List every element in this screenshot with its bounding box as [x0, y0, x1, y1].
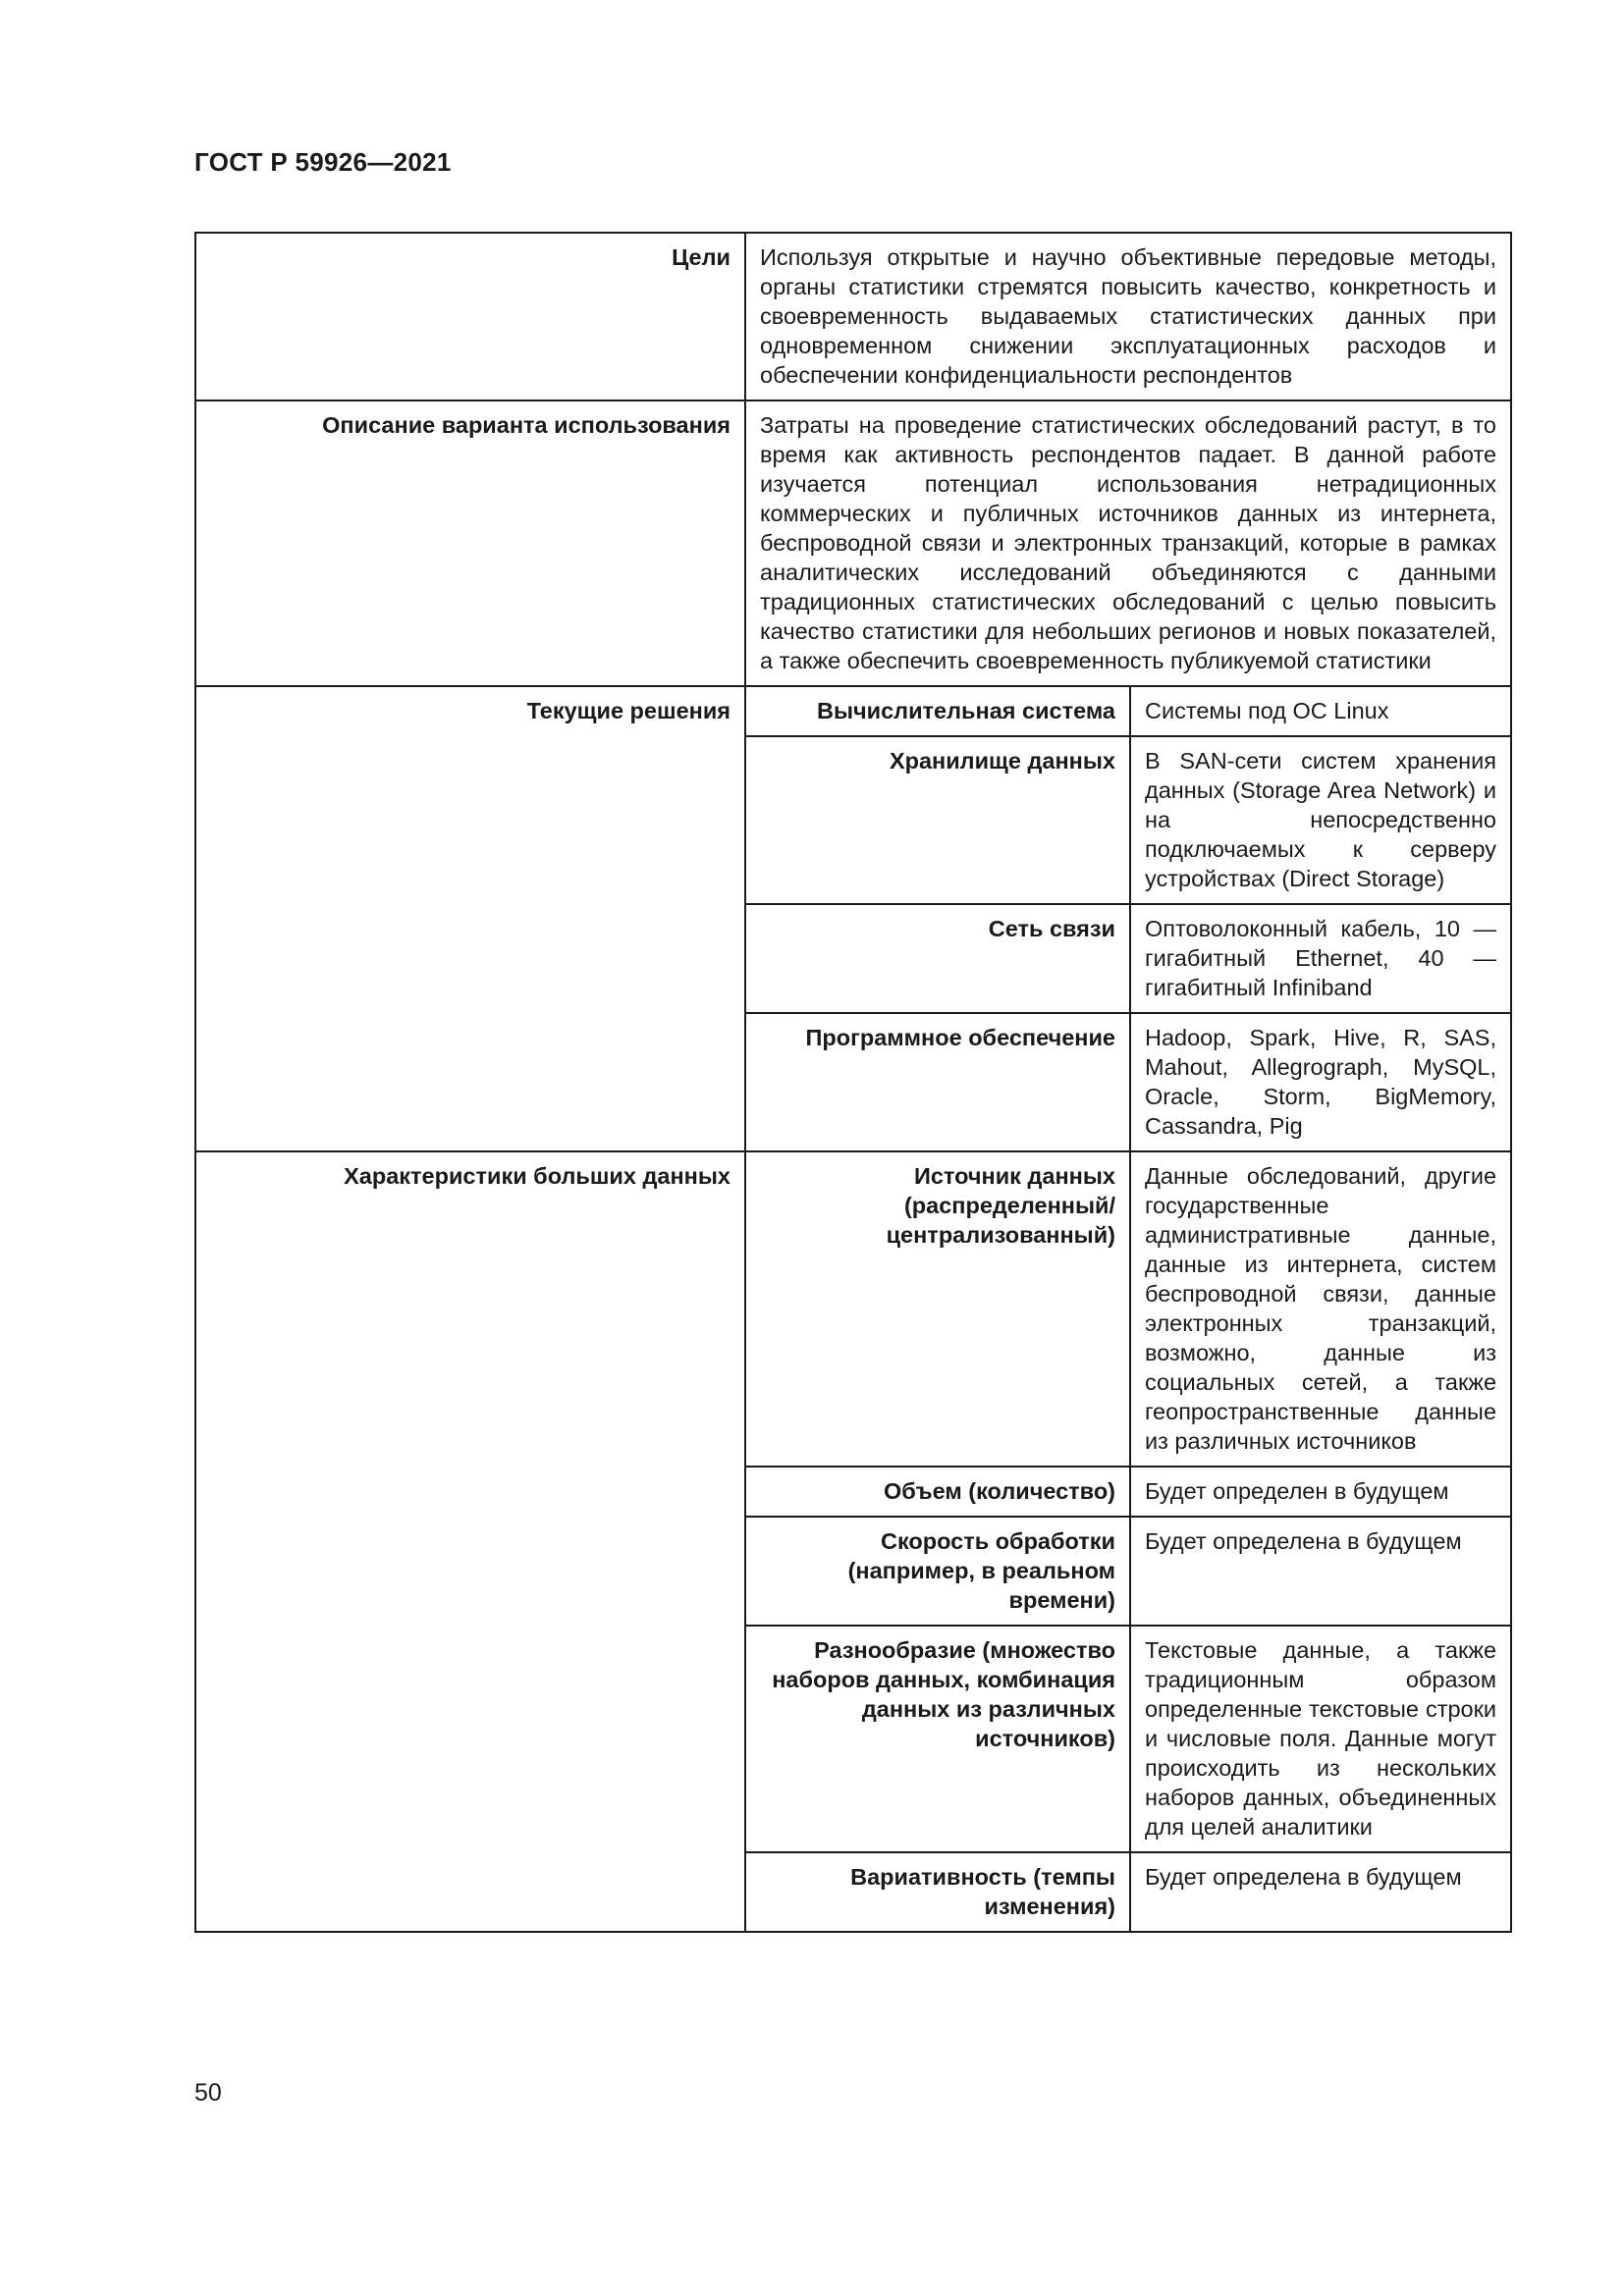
goals-text: Используя открытые и научно объективные передовые методы, органы статистики стремятся повысить качество, конкретность и своевременность выдаваемых статистических данных при одновременном снижении эксплуатационных расходов и обеспечении конфиденциальности респондентов [745, 233, 1511, 400]
bigdata-row-value: Данные обследований, другие государственные административные данные, данные из интернета, систем беспроводной связи, данные электронных транзакций, возможно, данные из социальных сетей, а также геопространственные данные из различных источников [1130, 1151, 1511, 1467]
bigdata-row-value: Будет определена в будущем [1130, 1517, 1511, 1626]
page-number: 50 [194, 2079, 222, 2107]
bigdata-row-value: Будет определен в будущем [1130, 1467, 1511, 1517]
usecase-text: Затраты на проведение статистических обследований растут, в то время как активность респондентов падает. В данной работе изучается потенциал использования нетрадиционных коммерческих и публичных источников данных из интернета, беспроводной связи и электронных транзакций, которые в рамках аналитических исследований объединяются с данными традиционных статистических обследований с целью повысить качество статистики для небольших регионов и новых показателей, а также обеспечить своевременность публикуемой статистики [745, 400, 1511, 686]
bigdata-row-name: Объем (количество) [745, 1467, 1130, 1517]
table-row-usecase [195, 400, 1511, 686]
bigdata-characteristics-label: Характеристики больших данных [195, 1151, 745, 1932]
bigdata-row-value: Текстовые данные, а также традиционным образом определенные текстовые строки и числовые поля. Данные могут происходить из нескольких наборов данных, объединенных для целей аналитики [1130, 1626, 1511, 1852]
current-row-value: Hadoop, Spark, Hive, R, SAS, Mahout, Allegrograph, MySQL, Oracle, Storm, BigMemory, Cassandra, Pig [1130, 1013, 1511, 1151]
current-row-name: Сеть связи [745, 904, 1130, 1013]
bigdata-row-name: Разнообразие (множество наборов данных, комбинация данных из различных источников) [745, 1626, 1130, 1852]
current-solutions-label: Текущие решения [195, 686, 745, 1151]
table-row-current-0 [195, 686, 1511, 736]
document-header: ГОСТ Р 59926—2021 [194, 147, 452, 177]
current-row-name: Программное обеспечение [745, 1013, 1130, 1151]
goals-label: Цели [195, 233, 745, 400]
current-row-name: Хранилище данных [745, 736, 1130, 904]
bigdata-row-name: Источник данных (распределенный/централизованный) [745, 1151, 1130, 1467]
current-row-name: Вычислительная система [745, 686, 1130, 736]
current-row-value: Оптоволоконный кабель, 10 — гигабитный Ethernet, 40 — гигабитный Infiniband [1130, 904, 1511, 1013]
bigdata-row-name: Скорость обработки (например, в реальном времени) [745, 1517, 1130, 1626]
current-row-value: В SAN-сети систем хранения данных (Storage Area Network) и на непосредственно подключаемых к серверу устройствах (Direct Storage) [1130, 736, 1511, 904]
bigdata-row-name: Вариативность (темпы изменения) [745, 1852, 1130, 1932]
usecase-label: Описание варианта использования [195, 400, 745, 686]
table-row-goals [195, 233, 1511, 400]
table-row-bigdata-0 [195, 1151, 1511, 1467]
current-row-value: Системы под ОС Linux [1130, 686, 1511, 736]
use-case-table [194, 232, 1512, 1933]
bigdata-row-value: Будет определена в будущем [1130, 1852, 1511, 1932]
